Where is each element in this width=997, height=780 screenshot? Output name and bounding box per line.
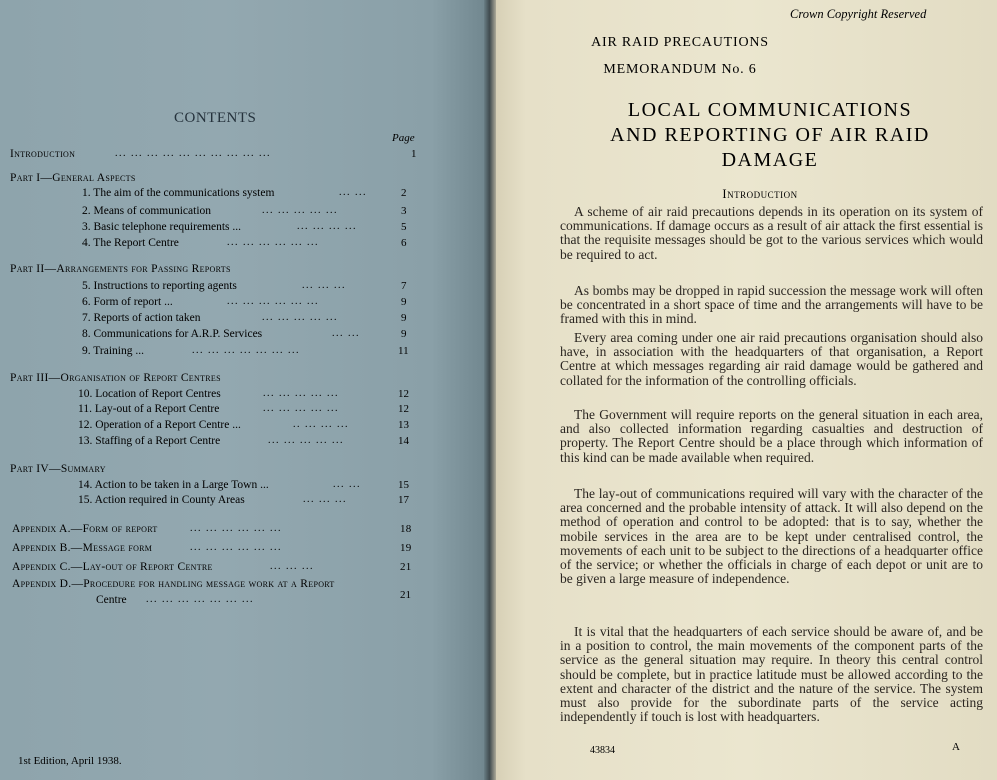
toc-part-heading: Part III—Organisation of Report Centres [10, 372, 221, 384]
toc-entry-label: Operation of a Report Centre ... [95, 419, 241, 431]
toc-entry-label: Means of communication [93, 205, 212, 217]
toc-page-number: 3 [401, 205, 407, 217]
toc-page-number: 18 [400, 523, 412, 535]
toc-appendix [12, 542, 412, 554]
document-title-line: DAMAGE [721, 149, 819, 171]
toc-entry-number: 9. [82, 345, 91, 357]
toc-appendix-label: Centre [96, 594, 127, 606]
toc-appendix-label: Appendix D.—Procedure for handling message work at a Report [12, 578, 335, 590]
toc-page-number: 6 [401, 237, 407, 249]
toc-entry-number: 3. [82, 221, 91, 233]
toc-entry-label: The Report Centre [93, 237, 179, 249]
toc-entry-label: Training ... [93, 345, 144, 357]
document-title-line: AND REPORTING OF AIR RAID [610, 124, 930, 146]
toc-entry [78, 479, 409, 491]
toc-entry-label: Form of report ... [93, 296, 173, 308]
toc-leader: ... ... ... ... ... ... [227, 237, 319, 248]
toc-entry-number: 14. [78, 479, 93, 491]
toc-leader: ... ... ... ... [297, 221, 357, 232]
toc-part-heading: Part IV—Summary [10, 463, 106, 475]
toc-entry-label: Location of Report Centres [95, 388, 221, 400]
toc-leader: ... ... ... ... ... [268, 435, 344, 446]
toc-page-number: 21 [400, 561, 412, 573]
toc-entry [78, 419, 409, 431]
paragraph-text: The Government will require reports on the general situation in each area, and also collected information regarding casualties and destruction of property. The Report Centre should be a place through which information of this kind can be made available when required. [560, 407, 983, 465]
toc-leader: ... ... ... ... ... ... [190, 523, 282, 534]
toc-page-number: 14 [398, 435, 409, 447]
toc-page-number: 9 [401, 296, 407, 308]
contents-title: CONTENTS [174, 110, 257, 126]
toc-leader: ... ... ... ... ... ... ... [146, 594, 254, 605]
series-header: AIR RAID PRECAUTIONS [591, 35, 769, 50]
body-paragraph [560, 284, 983, 327]
toc-page-number: 9 [401, 312, 407, 324]
toc-entry [82, 237, 407, 249]
toc-page-number: 2 [401, 187, 407, 199]
toc-entry [82, 328, 407, 340]
toc-page-number: 7 [401, 280, 407, 292]
paragraph-text: Every area coming under one air raid precautions organisation should also have, in association with the headquarters of that organisation, a Report Centre at which messages regarding air raid damage would be gathered and collated for the information of the controlling officials. [560, 330, 983, 388]
paragraph-text: The lay-out of communications required will vary with the character of the area concerned and the probable intensity of attack. It will also depend on the method of operation and control to be adopted: that is to say, whether the mobile services in the area are to be kept under centralised control, the movements of each unit to be subject to the directions of a headquarter office of the service; or whether the officials in charge of each depot or unit are to be given a large measure of independence. [560, 486, 983, 587]
toc-page-number: 5 [401, 221, 407, 233]
toc-appendix [12, 578, 335, 590]
toc-appendix-label: Appendix A.—Form of report [12, 523, 158, 535]
toc-leader: ... ... ... ... ... [262, 312, 338, 323]
section-heading: Introduction [722, 187, 798, 201]
toc-leader: ... ... [333, 479, 361, 490]
toc-entry-label: Action required in County Areas [94, 494, 245, 506]
toc-page-number: 12 [398, 388, 409, 400]
toc-entry-label: Basic telephone requirements ... [93, 221, 242, 233]
toc-page-number: 1 [411, 148, 417, 160]
toc-appendix-label: Appendix B.—Message form [12, 542, 153, 554]
toc-entry [78, 494, 409, 506]
toc-page-number: 9 [401, 328, 407, 340]
toc-leader: .. ... ... ... [293, 419, 349, 430]
toc-appendix [12, 561, 412, 573]
toc-entry-label: Staffing of a Report Centre [95, 435, 221, 447]
toc-entry-label: Lay-out of a Report Centre [94, 403, 220, 415]
toc-entry [78, 435, 409, 447]
paragraph-text: A scheme of air raid precautions depends in its operation on its system of communications. If damage occurs as a result of air attack the first essential is that the requisite messages should be got to the various services which would be required to act. [560, 204, 983, 262]
toc-entry [82, 312, 407, 324]
toc-page-number: 11 [398, 345, 409, 357]
toc-entry-label: Communications for A.R.P. Services [93, 328, 263, 340]
toc-appendix [12, 523, 412, 535]
toc-page-number: 19 [400, 542, 412, 554]
toc-entry [82, 280, 407, 292]
page-column-header: Page [392, 132, 415, 144]
toc-entry [82, 296, 407, 308]
toc-leader: ... ... ... ... ... [262, 205, 338, 216]
toc-leader: ... ... ... ... ... [263, 388, 339, 399]
toc-entry [78, 388, 409, 400]
toc-entry-label: The aim of the communications system [93, 187, 275, 199]
edition-note: 1st Edition, April 1938. [18, 755, 122, 767]
toc-entry [82, 187, 407, 199]
body-paragraph [560, 331, 983, 388]
toc-part-heading: Part II—Arrangements for Passing Reports [10, 263, 231, 275]
body-paragraph [560, 487, 983, 586]
toc-introduction [10, 148, 417, 160]
toc-entry-label: Action to be taken in a Large Town ... [94, 479, 269, 491]
toc-label: Introduction [10, 148, 76, 160]
paragraph-text: As bombs may be dropped in rapid succession the message work will often be concentrated in a short space of time and the arrangements will have to be framed with this in mind. [560, 283, 983, 327]
toc-appendix-continued [96, 589, 411, 606]
toc-entry [82, 345, 409, 357]
toc-leader: ... ... ... ... ... ... ... ... ... ... [115, 148, 271, 159]
toc-entry-number: 12. [78, 419, 93, 431]
toc-leader: ... ... ... ... ... ... ... [192, 345, 300, 356]
toc-leader: ... ... ... ... ... ... [190, 542, 282, 553]
toc-entry-label: Instructions to reporting agents [93, 280, 237, 292]
toc-entry-number: 8. [82, 328, 91, 340]
toc-appendix-label: Appendix C.—Lay-out of Report Centre [12, 561, 213, 573]
body-paragraph [560, 408, 983, 465]
print-code: 43834 [590, 745, 615, 756]
toc-leader: ... ... ... [270, 561, 314, 572]
body-paragraph [560, 205, 983, 262]
signature-mark: A [952, 741, 960, 753]
toc-leader: ... ... ... [302, 280, 346, 291]
toc-page-number: 17 [398, 494, 409, 506]
toc-entry-number: 7. [82, 312, 91, 324]
toc-page-number: 21 [400, 589, 411, 601]
toc-entry-number: 15. [78, 494, 93, 506]
toc-page-number: 12 [398, 403, 409, 415]
body-paragraph [560, 625, 983, 724]
paragraph-text: It is vital that the headquarters of each service should be aware of, and be in a position to control, the main movements of the component parts of the service as the general situation may require. In theory this central control should be complete, but in practice latitude must be allowed according to the extent and character of the district and the nature of the service. The system must also provide for the subordinate parts of the service acting independently if touch is lost with headquarters. [560, 624, 983, 725]
toc-entry-number: 10. [78, 388, 93, 400]
toc-entry-number: 6. [82, 296, 91, 308]
toc-entry-number: 5. [82, 280, 91, 292]
toc-entry-label: Reports of action taken [93, 312, 201, 324]
toc-entry-number: 4. [82, 237, 91, 249]
toc-entry-number: 11. [78, 403, 92, 415]
toc-part-heading: Part I—General Aspects [10, 172, 136, 184]
toc-leader: ... ... [339, 187, 367, 198]
copyright-line: Crown Copyright Reserved [790, 7, 927, 21]
toc-page-number: 15 [398, 479, 409, 491]
toc-entry-number: 1. [82, 187, 91, 199]
toc-page-number: 13 [398, 419, 409, 431]
toc-leader: ... ... ... [303, 494, 347, 505]
toc-leader: ... ... ... ... ... [263, 403, 339, 414]
toc-leader: ... ... ... ... ... ... [227, 296, 319, 307]
memorandum-number: MEMORANDUM No. 6 [603, 62, 757, 77]
document-title-line: LOCAL COMMUNICATIONS [627, 99, 913, 121]
toc-entry [82, 221, 407, 233]
toc-entry [82, 205, 407, 217]
toc-entry-number: 13. [78, 435, 93, 447]
toc-entry-number: 2. [82, 205, 91, 217]
toc-leader: ... ... [332, 328, 360, 339]
toc-entry [78, 403, 409, 415]
